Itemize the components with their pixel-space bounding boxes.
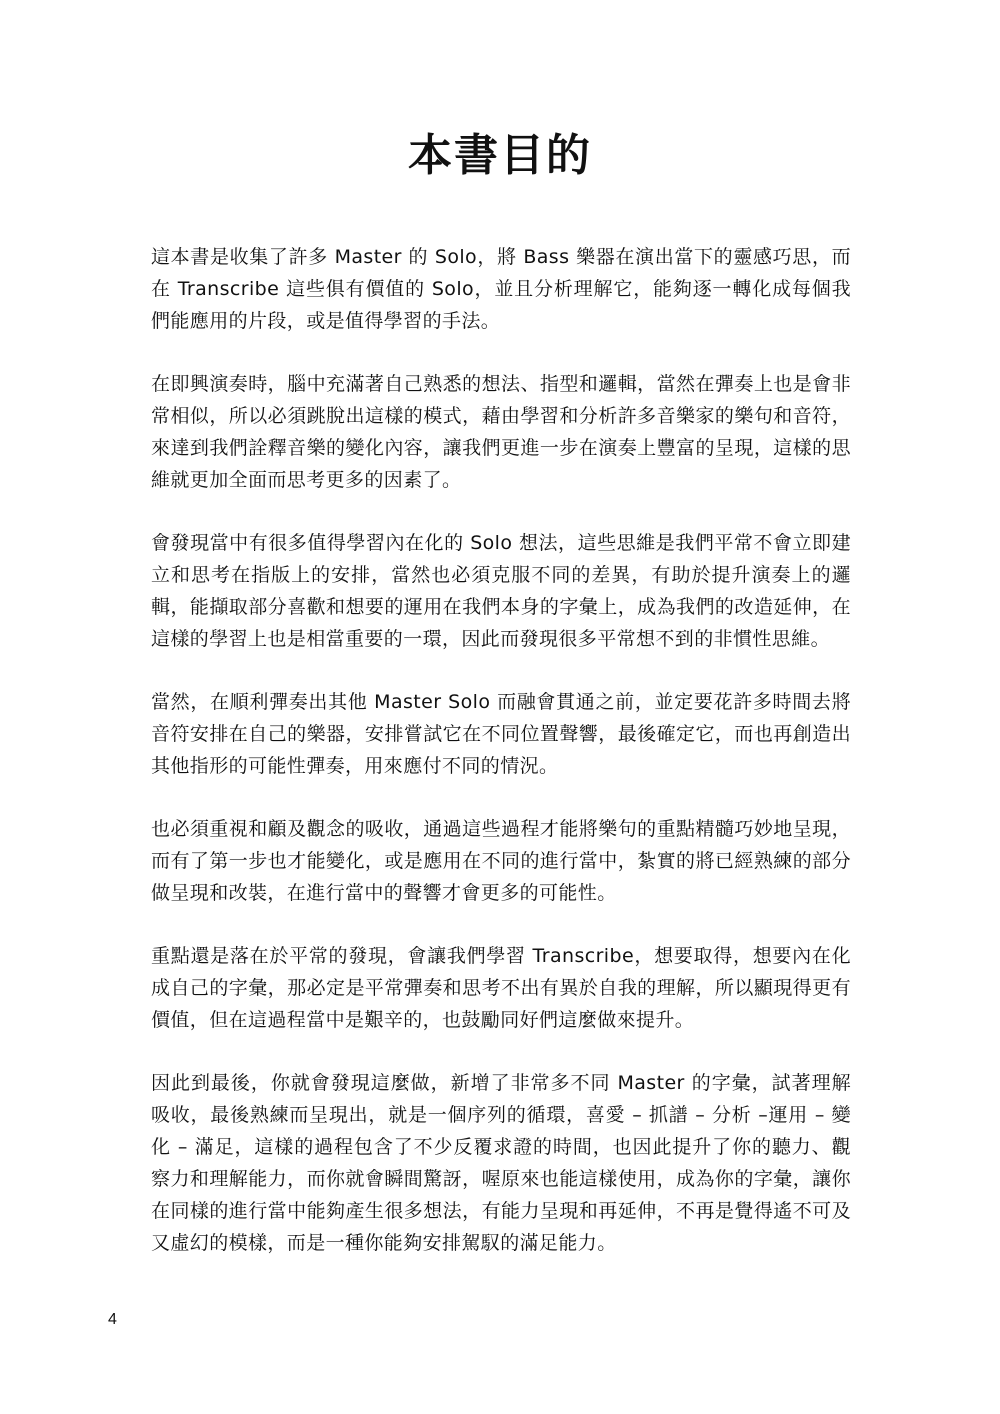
paragraph: 這本書是收集了許多 Master 的 Solo，將 Bass 樂器在演出當下的靈感巧思，而在 Transcribe 這些俱有價值的 Solo，並且分析理解它，能夠逐一轉化成每個我們能應用的片段，或是值得學習的手法。 <box>151 246 851 332</box>
paragraph: 當然，在順利彈奏出其他 Master Solo 而融會貫通之前，並定要花許多時間去將音符安排在自己的樂器，安排嘗試它在不同位置聲響，最後確定它，而也再創造出其他指形的可能性彈奏，用來應付不同的情況。 <box>151 691 851 777</box>
paragraph: 會發現當中有很多值得學習內在化的 Solo 想法，這些思維是我們平常不會立即建立和思考在指版上的安排，當然也必須克服不同的差異，有助於提升演奏上的邏輯，能擷取部分喜歡和想要的運用在我們本身的字彙上，成為我們的改造延伸，在這樣的學習上也是相當重要的一環，因此而發現很多平常想不到的非慣性思維。 <box>151 532 851 650</box>
page-title: 本書目的 <box>408 130 592 181</box>
body-text <box>151 241 851 1290</box>
paragraph: 在即興演奏時，腦中充滿著自己熟悉的想法、指型和邏輯，當然在彈奏上也是會非常相似，所以必須跳脫出這樣的模式，藉由學習和分析許多音樂家的樂句和音符，來達到我們詮釋音樂的變化內容，讓我們更進一步在演奏上豐富的呈現，這樣的思維就更加全面而思考更多的因素了。 <box>151 373 851 491</box>
paragraph: 也必須重視和顧及觀念的吸收，通過這些過程才能將樂句的重點精髓巧妙地呈現，而有了第一步也才能變化，或是應用在不同的進行當中，紮實的將已經熟練的部分做呈現和改裝，在進行當中的聲響才會更多的可能性。 <box>151 818 851 904</box>
paragraph: 因此到最後，你就會發現這麼做，新增了非常多不同 Master 的字彙，試著理解吸收，最後熟練而呈現出，就是一個序列的循環，喜愛 – 抓譜 – 分析 –運用 – 變化 – 滿足，這樣的過程包含了不少反覆求證的時間，也因此提升了你的聽力、觀察力和理解能力，而你就會瞬間驚訝，喔原來也能這樣使用，成為你的字彙，讓你在同樣的進行當中能夠產生很多想法，有能力呈現和再延伸，不再是覺得遙不可及又虛幻的模樣，而是一種你能夠安排駕馭的滿足能力。 <box>151 1072 851 1254</box>
page-number: 4 <box>108 1311 117 1328</box>
paragraph: 重點還是落在於平常的發現，會讓我們學習 Transcribe，想要取得，想要內在化成自己的字彙，那必定是平常彈奏和思考不出有異於自我的理解，所以顯現得更有價值，但在這過程當中是艱辛的，也鼓勵同好們這麼做來提升。 <box>151 945 851 1031</box>
